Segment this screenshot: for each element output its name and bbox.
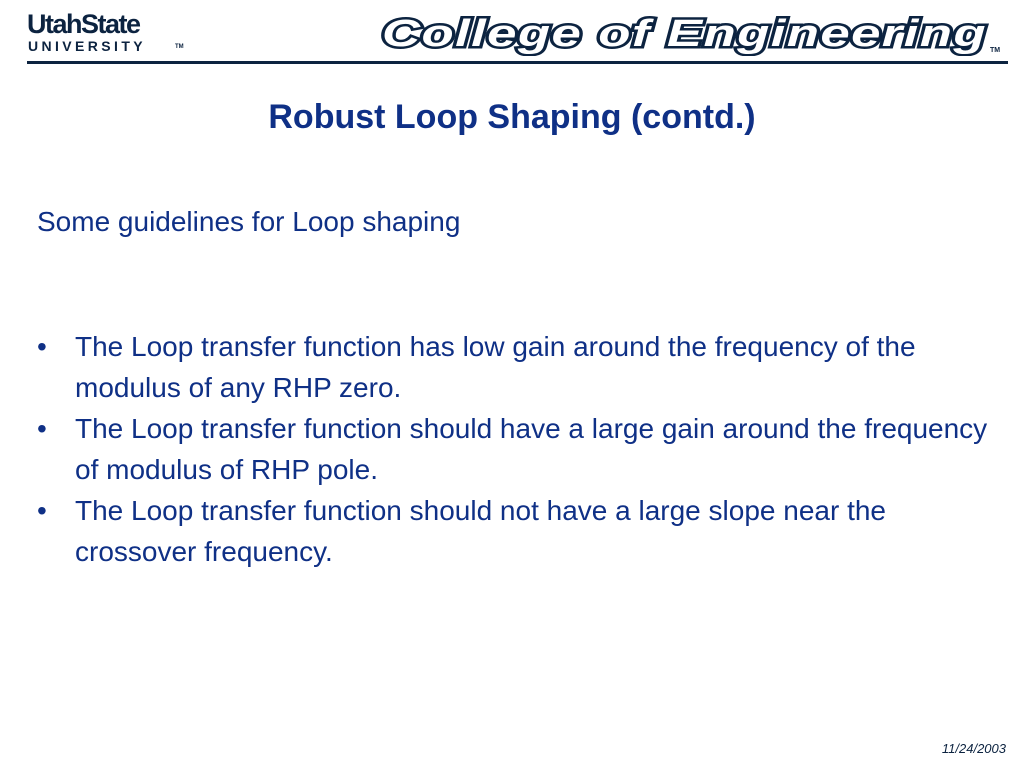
utah-state-university-logo [27,10,187,54]
bullet-item [37,490,997,572]
bullet-item [37,326,997,408]
bullet-text: The Loop transfer function should not have a large slope near the crossover frequency. [75,495,886,567]
bullet-item [37,408,997,490]
bullet-marker: • [37,495,47,526]
slide-header [0,0,1024,64]
college-of-engineering-logo [378,12,1008,56]
bullet-list [37,326,997,572]
bullet-text: The Loop transfer function has low gain around the frequency of the modulus of any RHP zero. [75,331,916,403]
bullet-text: The Loop transfer function should have a large gain around the frequency of modulus of RHP pole. [75,413,988,485]
usu-logo-trademark: TM [175,44,184,50]
usu-logo-wordmark: UtahState [27,9,140,39]
bullet-marker: • [37,331,47,362]
slide-subtitle: Some guidelines for Loop shaping [37,206,461,237]
slide-date: 11/24/2003 [941,741,1006,756]
slide-title: Robust Loop Shaping (contd.) [268,98,756,136]
college-logo-wordmark: College of Engineering [382,13,987,55]
usu-logo-subtext: UNIVERSITY [28,38,147,54]
bullet-marker: • [37,413,47,444]
header-divider [27,61,1008,64]
college-logo-trademark: TM [990,47,1001,54]
